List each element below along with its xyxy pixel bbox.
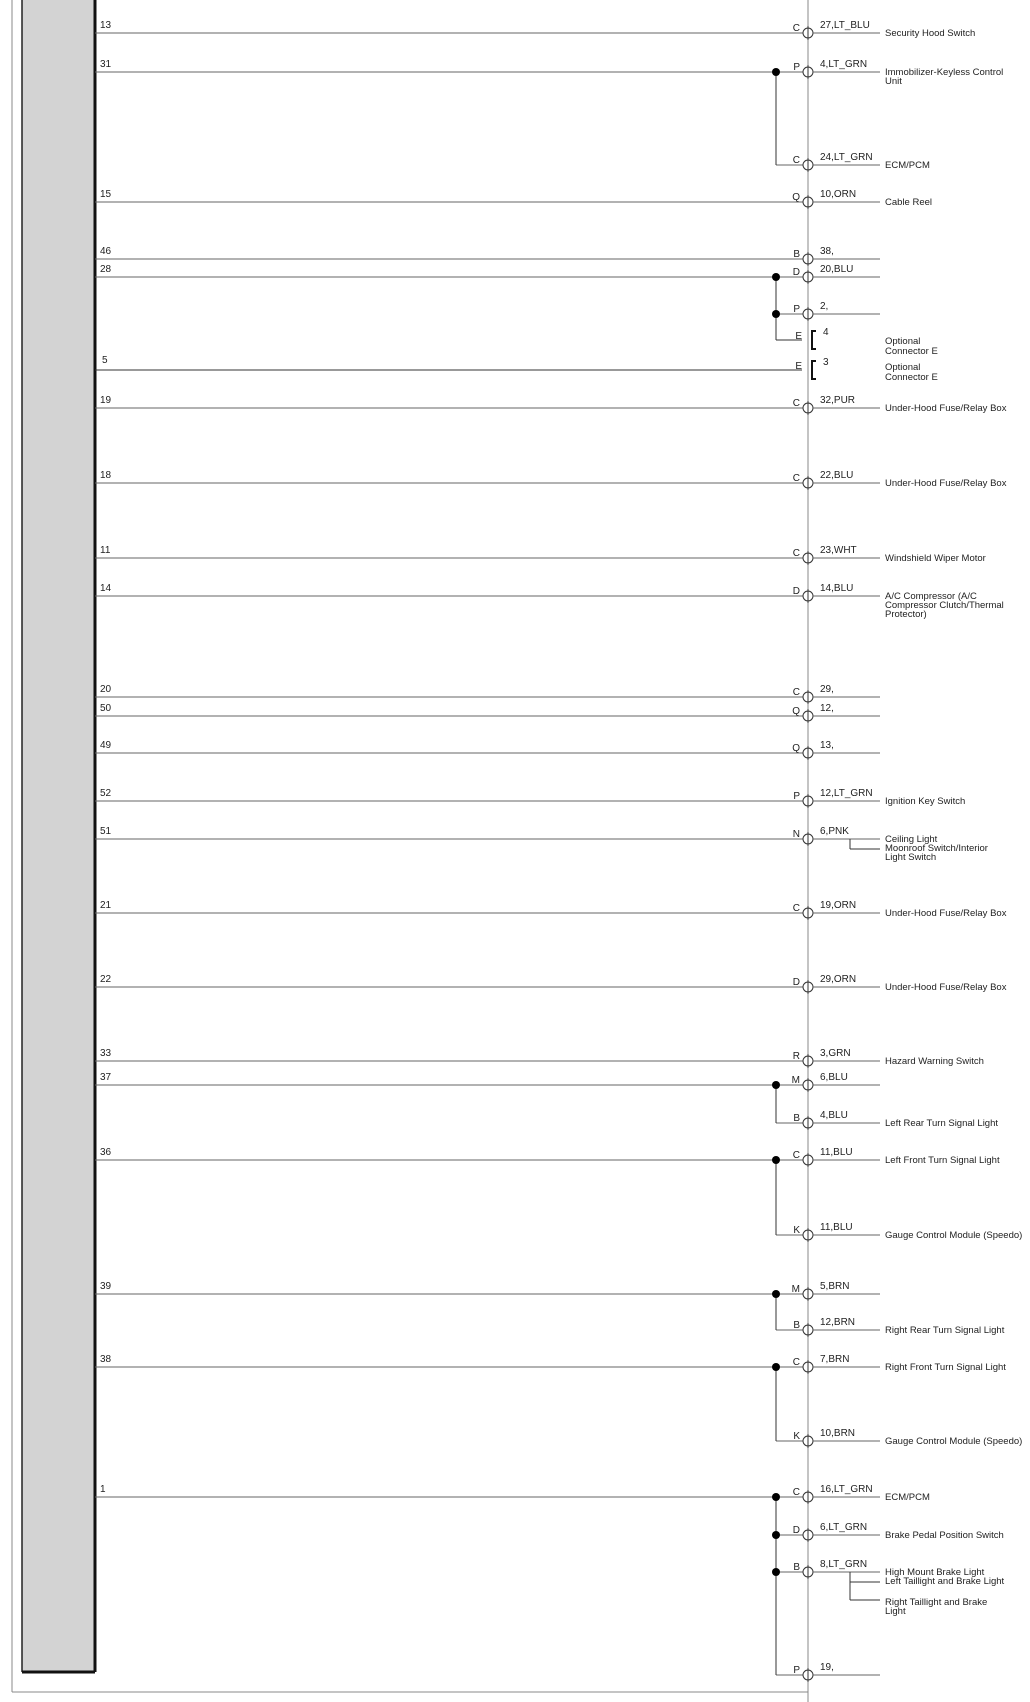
destination-label: Light: [885, 1606, 906, 1617]
connector-letter: K: [793, 1225, 800, 1236]
wire-label: 16,LT_GRN: [820, 1484, 873, 1495]
wire-label: 24,LT_GRN: [820, 152, 873, 163]
splice-dot: [772, 1363, 780, 1371]
wire-row-22: [776, 1110, 998, 1130]
destination-label: Left Front Turn Signal Light: [885, 1155, 1000, 1166]
wire-row-18: [95, 900, 1007, 920]
connector-letter: C: [792, 548, 800, 559]
splice-dot: [772, 1531, 780, 1539]
connector-letter: Q: [792, 706, 800, 717]
module-pin-number: 36: [100, 1147, 112, 1158]
wire-label: 3,GRN: [820, 1048, 851, 1059]
wire-label: 38,: [820, 246, 834, 257]
connector-letter: P: [793, 304, 800, 315]
wire-row-9: [95, 395, 1007, 415]
wire-row-12: [95, 583, 1004, 620]
wire-row-20: [95, 1048, 984, 1068]
destination-label: Security Hood Switch: [885, 28, 976, 39]
wire-label: 20,BLU: [820, 264, 854, 275]
destination-label: Protector): [885, 609, 927, 620]
wire-row-11: [95, 545, 986, 565]
module-pin-number: 19: [100, 395, 112, 406]
destination-label: ECM/PCM: [885, 1492, 930, 1503]
destination-label: A/C Compressor (A/C: [885, 591, 977, 602]
connector-letter: C: [792, 398, 800, 409]
wire-row-7: [776, 327, 938, 357]
connector-letter: C: [792, 687, 800, 698]
splice-dot: [772, 1290, 780, 1298]
connector-letter: P: [793, 62, 800, 73]
module-pin-number: 11: [100, 545, 111, 556]
wire-row-16: [95, 788, 965, 808]
connector-letter: C: [792, 155, 800, 166]
splice-dot: [772, 1156, 780, 1164]
connector-letter: N: [792, 829, 800, 840]
wire-row-28: [776, 1428, 1022, 1448]
connector-letter: B: [793, 1113, 800, 1124]
wire-label: 22,BLU: [820, 470, 854, 481]
connector-letter: M: [791, 1284, 800, 1295]
wire-label: 4,BLU: [820, 1110, 848, 1121]
module-pin-number: 46: [100, 246, 112, 257]
wire-label: 4,LT_GRN: [820, 59, 868, 70]
control-module-block: [22, 0, 95, 1672]
wire-label: 3: [823, 357, 829, 368]
wire-label: 19,: [820, 1662, 834, 1673]
destination-label: Right Taillight and Brake: [885, 1597, 988, 1608]
wire-row-29: [95, 1484, 930, 1504]
connector-letter: C: [792, 1487, 800, 1498]
wire-label: 6,PNK: [820, 826, 849, 837]
wire-label: 11,BLU: [820, 1147, 853, 1158]
wire-row-24: [776, 1222, 1022, 1242]
module-pin-number: 5: [102, 355, 108, 366]
connector-letter: Q: [792, 192, 800, 203]
module-pin-number: 52: [100, 788, 112, 799]
module-pin-number: 13: [100, 20, 112, 31]
destination-label: Under-Hood Fuse/Relay Box: [885, 478, 1007, 489]
module-pin-number: 28: [100, 264, 112, 275]
module-pin-number: 1: [100, 1484, 106, 1495]
wire-label: 19,ORN: [820, 900, 857, 911]
wire-label: 6,BLU: [820, 1072, 848, 1083]
wire-label: 8,LT_GRN: [820, 1559, 868, 1570]
destination-label: Brake Pedal Position Switch: [885, 1530, 1004, 1541]
connector-letter: R: [792, 1051, 800, 1062]
wire-row-2: [776, 152, 930, 172]
destination-label: ECM/PCM: [885, 160, 930, 171]
connector-letter: Q: [792, 743, 800, 754]
destination-label: Ignition Key Switch: [885, 796, 966, 807]
wire-label: 12,BRN: [820, 1317, 856, 1328]
wire-label: 6,LT_GRN: [820, 1522, 868, 1533]
wire-row-17: [95, 826, 988, 863]
wire-row-14: [95, 703, 880, 723]
wire-row-10: [95, 470, 1007, 490]
wire-row-4: [95, 246, 880, 266]
wire-label: 14,BLU: [820, 583, 854, 594]
destination-label: Gauge Control Module (Speedo): [885, 1436, 1023, 1447]
destination-label: Gauge Control Module (Speedo): [885, 1230, 1023, 1241]
connector-letter: D: [792, 1525, 800, 1536]
wire-row-0: [95, 20, 975, 40]
destination-label: Moonroof Switch/Interior: [885, 843, 988, 854]
wire-label: 23,WHT: [820, 545, 857, 556]
connector-letter: B: [793, 1562, 800, 1573]
optional-bracket: [812, 361, 816, 379]
wire-row-19: [95, 974, 1007, 994]
destination-label: Optional: [885, 362, 921, 373]
wire-label: 12,: [820, 703, 834, 714]
module-pin-number: 33: [100, 1048, 112, 1059]
splice-dot: [772, 1081, 780, 1089]
connector-letter: C: [792, 1357, 800, 1368]
splice-dot: [772, 273, 780, 281]
connector-letter: M: [791, 1075, 800, 1086]
wires-layer: [95, 20, 1022, 1682]
connector-letter: E: [795, 361, 802, 372]
wire-label: 5,BRN: [820, 1281, 850, 1292]
destination-label: High Mount Brake Light: [885, 1567, 985, 1578]
wire-row-31: [776, 1559, 1005, 1587]
wire-label: 29,ORN: [820, 974, 857, 985]
connector-letter: K: [793, 1431, 800, 1442]
wire-row-15: [95, 740, 880, 760]
destination-label: Connector E: [885, 372, 938, 383]
destination-label: Windshield Wiper Motor: [885, 553, 986, 564]
destination-label: Immobilizer-Keyless Control: [885, 67, 1004, 78]
module-pin-number: 14: [100, 583, 112, 594]
wire-row-26: [776, 1317, 1005, 1337]
module-pin-number: 18: [100, 470, 112, 481]
wire-row-13: [95, 684, 880, 704]
wire-label: 4: [823, 327, 829, 338]
connector-letter: C: [792, 903, 800, 914]
module-pin-number: 20: [100, 684, 112, 695]
wire-label: 10,BRN: [820, 1428, 856, 1439]
wire-label: 29,: [820, 684, 834, 695]
module-pin-number: 49: [100, 740, 112, 751]
module-pin-number: 31: [100, 59, 112, 70]
splice-dot: [772, 68, 780, 76]
branch-layer: [772, 68, 987, 1675]
wire-row-30: [776, 1522, 1004, 1542]
module-pin-number: 15: [100, 189, 112, 200]
connector-letter: C: [792, 23, 800, 34]
destination-label: Under-Hood Fuse/Relay Box: [885, 908, 1007, 919]
destination-label: Connector E: [885, 346, 938, 357]
wire-row-6: [776, 301, 880, 321]
wire-row-32: [776, 1662, 880, 1682]
connector-letter: B: [793, 249, 800, 260]
optional-bracket: [812, 331, 816, 349]
wire-label: 10,ORN: [820, 189, 857, 200]
wire-row-25: [95, 1281, 880, 1301]
connector-letter: P: [793, 791, 800, 802]
wire-label: 27,LT_BLU: [820, 20, 870, 31]
destination-label: Hazard Warning Switch: [885, 1056, 984, 1067]
module-pin-number: 21: [100, 900, 112, 911]
destination-label: Left Taillight and Brake Light: [885, 1576, 1005, 1587]
destination-label: Right Rear Turn Signal Light: [885, 1325, 1005, 1336]
destination-label: Right Front Turn Signal Light: [885, 1362, 1006, 1373]
connector-letter: C: [792, 473, 800, 484]
module-pin-number: 37: [100, 1072, 112, 1083]
connector-letter: D: [792, 586, 800, 597]
module-pin-number: 50: [100, 703, 112, 714]
destination-label: Under-Hood Fuse/Relay Box: [885, 403, 1007, 414]
connector-letter: E: [795, 331, 802, 342]
destination-label: Unit: [885, 76, 902, 87]
wire-row-21: [95, 1072, 880, 1092]
wire-label: 7,BRN: [820, 1354, 850, 1365]
connector-letter: C: [792, 1150, 800, 1161]
module-pin-number: 38: [100, 1354, 112, 1365]
destination-label: Optional: [885, 336, 921, 347]
wire-row-1: [95, 59, 1003, 87]
module-pin-number: 51: [100, 826, 112, 837]
module-pin-number: 39: [100, 1281, 112, 1292]
wire-row-8: [95, 355, 938, 383]
connector-letter: D: [792, 977, 800, 988]
wire-row-3: [95, 189, 932, 209]
splice-dot: [772, 310, 780, 318]
splice-dot: [772, 1493, 780, 1501]
destination-label: Cable Reel: [885, 197, 932, 208]
wire-row-5: [95, 264, 880, 284]
wire-label: 2,: [820, 301, 829, 312]
wire-row-23: [95, 1147, 1000, 1167]
connector-letter: B: [793, 1320, 800, 1331]
connector-letter: P: [793, 1665, 800, 1676]
destination-label: Left Rear Turn Signal Light: [885, 1118, 999, 1129]
destination-label: Light Switch: [885, 852, 937, 863]
wire-label: 32,PUR: [820, 395, 856, 406]
wire-label: 11,BLU: [820, 1222, 853, 1233]
wire-row-27: [95, 1354, 1006, 1374]
connector-letter: D: [792, 267, 800, 278]
wire-label: 13,: [820, 740, 834, 751]
destination-label: Under-Hood Fuse/Relay Box: [885, 982, 1007, 993]
destination-label: Ceiling Light: [885, 834, 938, 845]
destination-label: Compressor Clutch/Thermal: [885, 600, 1004, 611]
splice-dot: [772, 1568, 780, 1576]
module-pin-number: 22: [100, 974, 112, 985]
wire-label: 12,LT_GRN: [820, 788, 873, 799]
